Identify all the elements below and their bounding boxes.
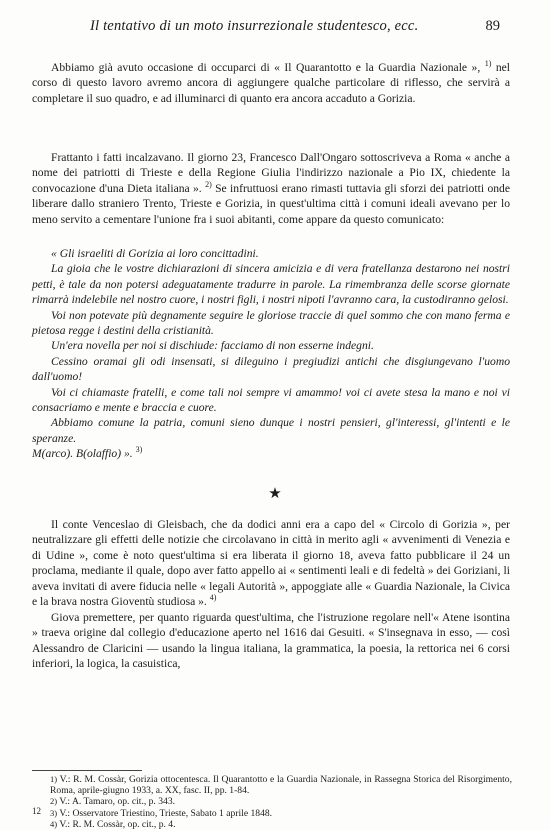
paragraph-2-text-cont: Se infruttuosi erano rimasti tuttavia gli sforzi dei patriotti onde liberare dallo straniero Trento, Trieste e Gorizia, in quest'ultima città i comuni ideali avevano per lo meno servito a cementare l'unione fra i suoi abitanti, come appare da questo comunicato: [32,181,510,226]
footnote-ref-2: 2) [205,179,212,189]
quoted-letter [32,246,510,462]
letter-line: Cessino oramai gli odi insensati, si dileguino i pregiudizi antichi che disgiungevano l'uomo dall'uomo! [32,354,510,384]
letter-line: Voi non potevate più degnamente seguire le gloriose traccie di quel sommo che con mano ferma e pietosa regge i destini della cristianità. [32,308,510,338]
paragraph-3 [32,517,510,609]
footnote-ref-1: 1) [484,59,492,69]
footnote-text: V.: Osservatore Triestino, Trieste, Sabato 1 aprile 1848. [59,807,273,819]
letter-line: Voi ci chiamaste fratelli, e come tali noi sempre vi amammo! voi ci avete stesa la mano e noi vi consacriamo e mente e braccia e cuore. [32,385,510,415]
paragraph-2 [32,150,510,227]
paragraph-4 [32,610,510,672]
paragraph-1-text-cont: nel corso di questo lavoro avremo ancora di aggiungere qualche particolare di riflesso, che servirà a completare il suo quadro, e ad illuminarci di quanto era ancora accaduto a Gorizia. [32,61,511,105]
letter-line: Abbiamo comune la patria, comuni sieno dunque i nostri pensieri, gl'interessi, gl'intenti e le speranze. [32,416,510,445]
footnote-mark: 3) [50,807,58,818]
paragraph-1 [32,60,510,106]
footnote-ref-4: 4) [209,593,217,603]
footnote [50,819,512,830]
footnote-mark: 4) [50,818,58,829]
page-number: 89 [485,18,500,34]
footnote-text: V.: R. M. Cossàr, Gorizia ottocentesca. Il Quarantotto e la Guardia Nazionale, in Rassegna Storica del Risorgimento, Roma, aprile-giugno 1933, a. XX, fasc. II, pp. 1-84. [50,774,512,797]
footnote-text: V.: A. Tamaro, op. cit., p. 343. [59,796,176,808]
letter-line: Un'era novella per noi si dischiude: facciamo di non esserne indegni. [51,339,374,353]
section-separator-star: ★ [268,486,282,502]
footnote [50,808,512,819]
paragraph-3-text: Il conte Venceslao di Gleisbach, che da dodici anni era a capo del « Circolo di Gorizia », per neutralizzare gli effetti delle notizie che circolavano in città in merito agli « avvenimenti di Venezia e di Udine », come è noto quest'ultima si era liberata il giorno 18, aveva fatto pubblicare il 24 un proclama, mediante il quale, dopo aver fatto appello ai « sentimenti leali e di fedeltà » dei Goriziani, li aveva invitati di avere fiducia nelle « legali Autorità », appoggiate alle « Guardia Nazionale, la Civica e la brava nostra Gioventù studiosa ». [32,518,510,609]
signature-mark: 12 [32,806,41,816]
running-title: Il tentativo di un moto insurrezionale studentesco, ecc. [90,18,419,34]
paragraph-2-text: Frattanto i fatti incalzavano. Il giorno 23, Francesco Dall'Ongaro sottoscriveva a Roma « anche a nome dei patriotti di Trieste e della Regione Giulia l'indirizzo nazionale a Pio IX, chiedente la convocazione d'una Dieta italiana ». [32,151,510,195]
footnote-ref-3: 3) [135,445,143,455]
footnote [50,796,512,807]
letter-salutation: « Gli israeliti di Gorizia ai loro concittadini. [51,247,259,260]
footnote-divider [32,770,142,771]
footnote-mark: 1) [50,774,58,784]
paragraph-1-text: Abbiamo già avuto occasione di occuparci di « Il Quarantotto e la Guardia Nazionale », [51,61,485,74]
running-header [90,18,500,35]
paragraph-4-text: Giova premettere, per quanto riguarda quest'ultima, che l'istruzione regolare nell'« Atene isontina » traeva origine dal collegio d'educazione aperto nel 1616 dai Gesuiti. « S'insegnava in esso, — così Alessandro de Claricini — usando la lingua italiana, la grammatica, la poesia, la rettorica nei 6 corsi inferiori, la logica, la casuistica, [32,611,510,671]
letter-line: La gioia che le vostre dichiarazioni di sincera amicizia e di vera fratellanza destarono nei nostri petti, è tale da non potersi adeguatamente tradurre in parole. La rimembranza delle scorse giornate rimarrà indelebile nel nostro cuore, i nostri figli, i nostri nipoti l'avranno cara, la custodiranno gelosi. [32,262,510,307]
footnotes [50,774,512,830]
footnote-mark: 2) [50,796,58,807]
footnote [50,774,512,796]
footnote-text: V.: R. M. Cossàr, op. cit., p. 4. [59,818,176,830]
signature-text: M(arco). B(olaffio) ». [32,447,133,461]
letter-signature [32,446,510,461]
